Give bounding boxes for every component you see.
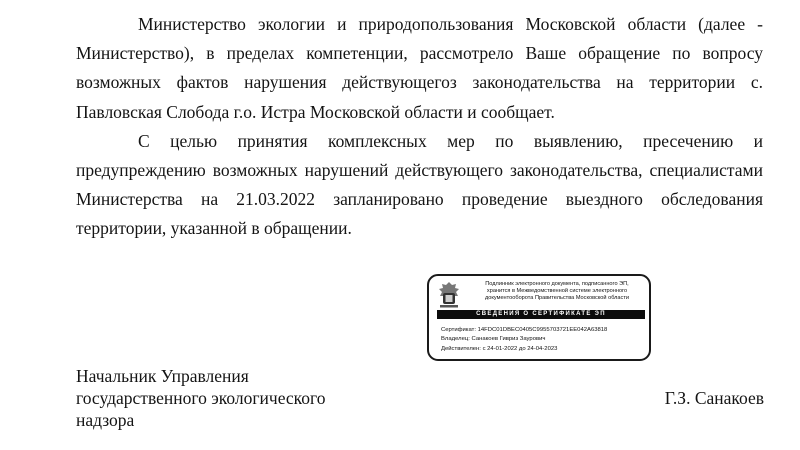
electronic-signature-stamp (427, 274, 651, 361)
letter-paragraph-2: С целью принятия комплексных мер по выявлению, пресечению и предупреждению возможных нарушений действующего законодательства, специалистами Министерства на 21.03.2022 запланировано проведение выездного обследования территории, указанной в обращении. (76, 130, 763, 239)
moscow-region-coat-of-arms-icon (437, 281, 461, 309)
signer-position-line: надзора (76, 410, 135, 430)
stamp-title: СВЕДЕНИЯ О СЕРТИФИКАТЕ ЭП (437, 310, 645, 319)
signer-position (76, 365, 326, 431)
signer-position-line: Начальник Управления (76, 366, 249, 386)
signer-position-line: государственного экологического (76, 388, 326, 408)
stamp-header (467, 281, 647, 303)
stamp-validity: Действителен: с 24-01-2022 до 24-04-2023 (441, 345, 558, 352)
stamp-header-line: хранится в Межведомственной системе электронного (486, 288, 628, 295)
stamp-owner: Владелец: Санакоев Гивриз Заурович (441, 336, 546, 343)
stamp-certificate: Сертификат: 14FDC01DBEC0405C9955703721EE042A63818 (441, 327, 608, 333)
letter-body (76, 10, 763, 244)
stamp-header-line: документооборота Правительства Московской области (484, 295, 630, 302)
stamp-details (441, 326, 651, 354)
stamp-header-line: Подлинник электронного документа, подписанного ЭП, (485, 281, 629, 287)
signer-name: Г.З. Санакоев (664, 388, 764, 408)
letter-paragraph-1: Министерство экологии и природопользования Московской области (далее - Министерство), в пределах компетенции, рассмотрело Ваше обращение по вопросу возможных фактов нарушения действующегоз законодательства на территории с. Павловская Слобода г.о. Истра Московской области и сообщает. (76, 14, 763, 122)
